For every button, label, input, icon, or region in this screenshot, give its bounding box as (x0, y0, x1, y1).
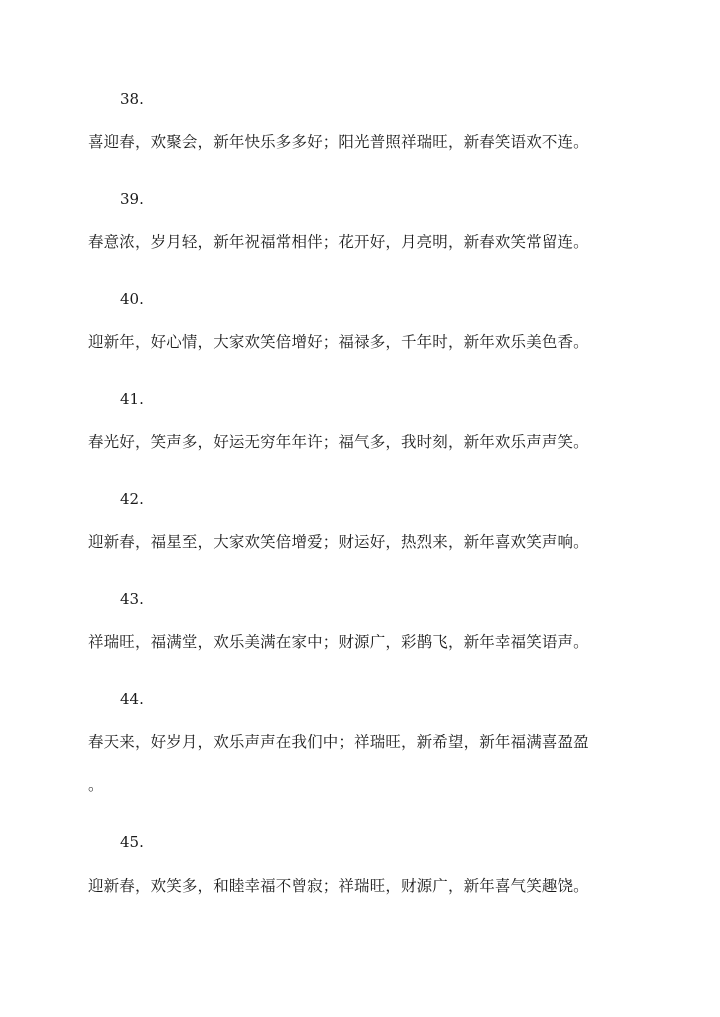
entry-text: 迎新年，好心情，大家欢笑倍增好；福禄多，千年时，新年欢乐美色香。 (88, 333, 589, 351)
entry-text: 喜迎春，欢聚会，新年快乐多多好；阳光普照祥瑞旺，新春笑语欢不连。 (88, 133, 589, 151)
entry-text: 迎新春，欢笑多，和睦幸福不曾寂；祥瑞旺，财源广，新年喜气笑趣饶。 (88, 877, 589, 895)
entry-number: 40. (120, 290, 144, 308)
entry-text: 祥瑞旺，福满堂，欢乐美满在家中；财源广，彩鹊飞，新年幸福笑语声。 (88, 633, 589, 651)
entry-number: 42. (120, 490, 144, 508)
entry-number: 43. (120, 590, 144, 608)
entry-text: 春意浓，岁月轻，新年祝福常相伴；花开好，月亮明，新春欢笑常留连。 (88, 233, 589, 251)
entry-text: 春天来，好岁月，欢乐声声在我们中；祥瑞旺，新希望，新年福满喜盈盈 (88, 733, 589, 751)
entry-number: 45. (120, 833, 144, 851)
entry-text-continuation: 。 (88, 776, 104, 794)
entry-number: 38. (120, 90, 144, 108)
entry-number: 44. (120, 690, 144, 708)
entry-number: 41. (120, 390, 144, 408)
entry-text: 迎新春，福星至，大家欢笑倍增爱；财运好，热烈来，新年喜欢笑声响。 (88, 533, 589, 551)
entry-number: 39. (120, 190, 144, 208)
entry-text: 春光好，笑声多，好运无穷年年许；福气多，我时刻，新年欢乐声声笑。 (88, 433, 589, 451)
